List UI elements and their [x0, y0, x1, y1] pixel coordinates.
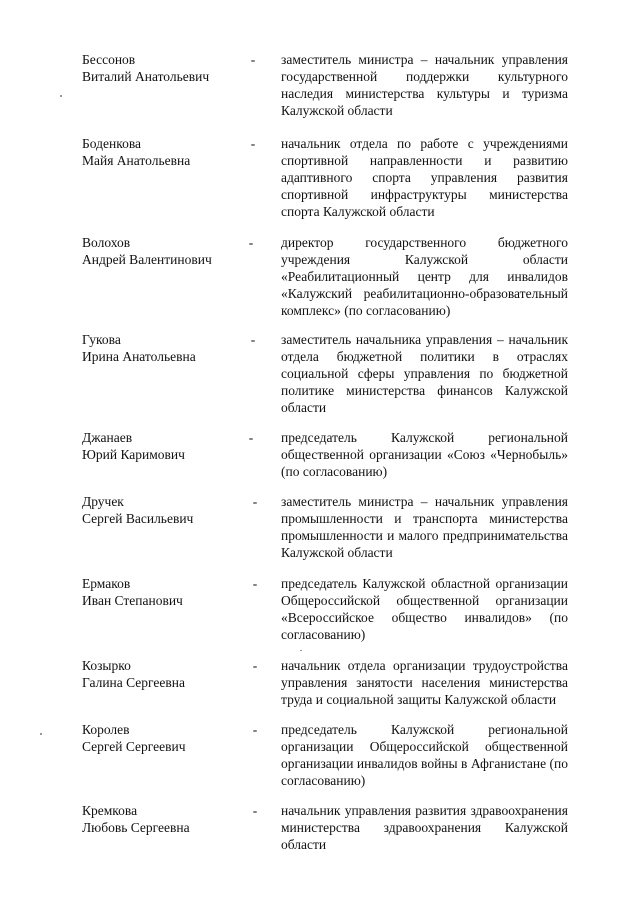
scan-speck [60, 95, 62, 97]
separator-dash: - [250, 332, 256, 347]
separator-dash: - [252, 658, 258, 673]
member-position: заместитель начальника управления – начальник отдела бюджетной политики в отраслях социальной сферы управления по бюджетной политике министерства финансов Калужской области [281, 332, 568, 415]
member-given-names: Сергей Васильевич [82, 511, 194, 526]
separator-dash: - [248, 430, 254, 445]
member-name [82, 802, 247, 836]
member-name [82, 331, 247, 365]
separator-dash: - [250, 136, 256, 151]
separator-dash: - [252, 494, 258, 509]
separator-dash: - [250, 52, 256, 67]
scan-speck [40, 733, 42, 735]
member-surname: Джанаев [82, 430, 133, 445]
member-given-names: Галина Сергеевна [82, 675, 185, 690]
member-name [82, 135, 247, 169]
member-name [82, 721, 247, 755]
member-name [82, 657, 247, 691]
member-name [82, 51, 247, 85]
member-surname: Ермаков [82, 576, 131, 591]
member-given-names: Виталий Анатольевич [82, 69, 210, 84]
member-surname: Королев [82, 722, 130, 737]
member-surname: Гукова [82, 332, 121, 347]
scan-speck [300, 650, 302, 651]
member-position: председатель Калужской региональной общественной организации «Союз «Чернобыль» (по согласованию) [281, 430, 568, 479]
member-name [82, 429, 247, 463]
separator-dash: - [252, 722, 258, 737]
member-given-names: Иван Степанович [82, 593, 183, 608]
member-surname: Козырко [82, 658, 131, 673]
member-surname: Кремкова [82, 803, 138, 818]
member-position: заместитель министра – начальник управления промышленности и транспорта министерства промышленности и малого предпринимательства Калужской области [281, 494, 568, 560]
member-name [82, 575, 247, 609]
member-surname: Дручек [82, 494, 124, 509]
member-name [82, 493, 247, 527]
member-given-names: Любовь Сергеевна [82, 820, 190, 835]
separator-dash: - [248, 235, 254, 250]
member-given-names: Ирина Анатольевна [82, 349, 196, 364]
member-surname: Боденкова [82, 136, 142, 151]
member-surname: Волохов [82, 235, 131, 250]
member-surname: Бессонов [82, 52, 136, 67]
member-position: начальник управления развития здравоохранения министерства здравоохранения Калужской области [281, 803, 568, 852]
member-name [82, 234, 247, 268]
member-position: председатель Калужской региональной организации Общероссийской общественной организации инвалидов войны в Афганистане (по согласованию) [281, 722, 568, 788]
member-position: начальник отдела организации трудоустройства управления занятости населения министерства труда и социальной защиты Калужской области [281, 658, 568, 707]
member-given-names: Юрий Каримович [82, 447, 185, 462]
separator-dash: - [252, 576, 258, 591]
member-position: заместитель министра – начальник управления государственной поддержки культурного наследия министерства культуры и туризма Калужской области [281, 52, 568, 118]
member-given-names: Сергей Сергеевич [82, 739, 186, 754]
member-given-names: Андрей Валентинович [82, 252, 212, 267]
member-position: начальник отдела по работе с учреждениями спортивной направленности и развитию адаптивного спорта управления развития спортивной инфраструктуры министерства спорта Калужской области [281, 136, 568, 219]
member-given-names: Майя Анатольевна [82, 153, 191, 168]
member-position: председатель Калужской областной организации Общероссийской общественной организации «Всероссийское общество инвалидов» (по согласованию) [281, 576, 568, 642]
separator-dash: - [252, 803, 258, 818]
member-position: директор государственного бюджетного учреждения Калужской области «Реабилитационный центр для инвалидов «Калужский реабилитационно-образовательный комплекс» (по согласованию) [281, 235, 568, 318]
